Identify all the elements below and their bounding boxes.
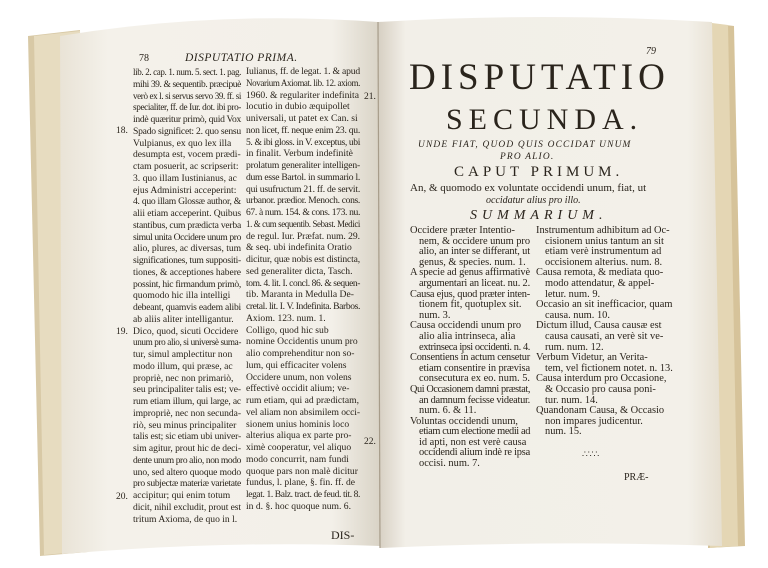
text-line: 1960. & regulariter indefinita <box>246 89 359 101</box>
text-line: etiam cum electione medii ad <box>418 426 530 438</box>
text-line: Occidere præter Intentio- <box>410 225 516 236</box>
text-line: non impares judicentur. <box>545 415 643 427</box>
text-line: non licet, ff. neque enim 23. qu. <box>246 124 360 136</box>
text-line: letur. num. 9. <box>545 288 601 300</box>
text-line: Quandonam Causa, & Occasio <box>536 405 665 417</box>
text-line: possint, hic firmandum primò, <box>133 278 241 290</box>
text-line: & seq. ubi indefinita Oratio <box>246 242 352 254</box>
text-line: Causa remota, & mediata quo- <box>536 267 664 279</box>
text-line: fundus, l. plane, §. fin. ff. de <box>246 477 356 489</box>
summary-right-column <box>536 226 673 438</box>
text-line: quoque pars non malè dicitur <box>246 465 358 477</box>
text-line: an damnum fecisse videatur. <box>419 394 530 406</box>
text-line: ab aliis aliter intelligantur. <box>133 313 234 325</box>
text-line: indè quæritur primò, quid Vox <box>133 114 241 125</box>
text-line: occisionem alterius. num. 8. <box>545 256 663 268</box>
text-line: vel aliam non absimilem occi- <box>246 406 360 418</box>
text-line: num. 15. <box>545 426 582 438</box>
text-line: 3. quo illam Iustinianus, ac <box>133 172 237 184</box>
text-line: tiones, & acceptiones habere <box>133 266 241 278</box>
text-line: cretal. lit. I. V. Indefinita. Barbos. <box>246 301 360 312</box>
text-line: pro subjectæ materiæ varietate <box>133 478 241 490</box>
text-line: significationes, tum suppositi- <box>133 255 241 266</box>
subtitle-line-1: UNDE FIAT, QUOD QUIS OCCIDAT UNUM <box>418 140 632 150</box>
text-line: rum etiam, qui ad prædictam, <box>246 395 359 406</box>
text-line: lib. 2. cap. 1. num. 5. sect. 1. pag. <box>133 67 241 78</box>
text-line: num. 3. <box>419 309 451 321</box>
text-line: quomodo hic illa intelligi <box>133 290 231 302</box>
text-line: A specie ad genus affirmativè <box>410 267 530 279</box>
text-line: sionem unius hominis loco <box>246 418 350 430</box>
text-line: lum, qui efficaciter volens <box>246 359 347 371</box>
text-line: cisionem unius tantum an sit <box>545 235 664 247</box>
text-line: Colligo, quod hic sub <box>246 324 329 336</box>
text-line: tur, simul amplectitur non <box>133 349 233 360</box>
margin-number: 19. <box>116 327 128 337</box>
text-line: modo illum, qui præse, ac <box>133 360 233 372</box>
summary-left-column <box>410 226 532 470</box>
text-line: Consentiens in actum censetur <box>410 352 530 364</box>
margin-number: 20. <box>116 492 128 502</box>
text-line: 4. quo illam Glossæ author, & <box>133 196 241 208</box>
text-line: simul unita Occidere unum pro <box>133 231 241 243</box>
text-line: alio, plures, ac diversas, tum <box>133 243 241 255</box>
text-line: legat. 1. Balz. tract. de feud. tit. 8. <box>246 489 360 500</box>
text-line: tem, vel fictionem notet. n. 13. <box>545 362 673 374</box>
text-line: consecutura ex eo. num. 5. <box>419 373 530 385</box>
text-line: Voluntas occidendi unum, <box>410 415 519 427</box>
text-line: universali, ut patet ex Can. si <box>246 113 358 124</box>
text-line: Instrumentum adhibitum ad Oc- <box>536 225 670 236</box>
text-line: tionem fit, quotuplex sit. <box>419 299 522 311</box>
text-line: & Occasio pro causa poni- <box>545 383 656 395</box>
text-line: dicitur, quæ nobis est distincta, <box>246 254 360 265</box>
text-line: nem, & occidere unum pro <box>419 235 530 247</box>
text-line: accipitur; qui enim totum <box>133 490 231 501</box>
ornament: ∴∵∴ <box>582 449 600 459</box>
text-line: Qui Occasionem damni præstat, <box>410 383 530 395</box>
right-page-number: 79 <box>646 46 656 57</box>
argument-line-1: An, & quomodo ex voluntate occidendi unum, fiat, ut <box>410 182 647 194</box>
text-line: qui usufructum 21. ff. de servit. <box>246 183 360 195</box>
text-line: tur. num. 14. <box>545 394 598 406</box>
text-line: ejus Administri acceperint: <box>133 184 237 196</box>
text-line: locutio in dubio æquipollet <box>246 101 350 113</box>
margin-number: 18. <box>116 126 128 136</box>
text-line: impropriè, nec non secunda- <box>133 407 241 419</box>
text-line: tib. Maranta in Medulla De- <box>246 289 354 301</box>
text-line: Vulpianus, ex quo lex illa <box>133 137 232 149</box>
text-line: modo attendatur, & appel- <box>545 277 655 289</box>
title-line-2: SECUNDA. <box>446 103 644 136</box>
text-line: Causa occidendi unum pro <box>410 320 522 332</box>
text-line: sim agitur, prout hic de deci- <box>133 443 241 454</box>
text-line: alii etiam acceperint. Quibus <box>133 208 241 219</box>
text-line: de regul. Iur. Præfat. num. 29. <box>246 230 360 242</box>
text-line: id apti, non est verè causa <box>419 436 527 448</box>
text-line: extrinseca ipsi occidenti. n. 4. <box>419 341 530 353</box>
text-line: dum esse Bartol. in summario l. <box>246 171 360 183</box>
text-line: Novarium Axiomat. lib. 12. axiom. <box>246 77 360 89</box>
text-line: Causa interdum pro Occasione, <box>536 373 667 385</box>
text-line: tom. 4. lit. I. concl. 86. & sequen- <box>246 277 360 289</box>
text-line: debeant, quamvis eadem alibi <box>133 302 241 313</box>
summary-heading: SUMMARIUM. <box>470 208 608 223</box>
text-line: argumentari an liceat. nu. 2. <box>419 277 530 289</box>
margin-number: 21. <box>364 92 376 102</box>
text-line: prolatum generaliter intelligen- <box>246 160 360 171</box>
text-line: propriè, nec non primariò, <box>133 372 234 384</box>
text-line: sed generaliter dicta, Tasch. <box>246 265 353 277</box>
text-line: mihi 39. & sequentib. præcipuè <box>133 78 241 90</box>
text-line: desumpta est, vocem prædi- <box>133 149 241 161</box>
title-line-1: DISPUTATIO <box>409 57 670 98</box>
text-line: Spado significet: 2. quo sensu <box>133 125 241 137</box>
text-line: Dictum illud, Causa causæ est <box>536 320 662 332</box>
text-line: in finalit. Verbum indefinitè <box>246 148 353 160</box>
text-line: seu principaliter talis est; ve- <box>133 384 241 396</box>
text-line: etiam verè instrumentum ad <box>545 246 662 258</box>
text-line: specialiter, ff. de Iur. dot. ibi pro- <box>133 102 241 114</box>
text-line: alio, an inter se differant, ut <box>419 246 530 258</box>
text-line: Iulianus, ff. de legat. 1. & apud <box>246 66 360 77</box>
right-catchword: PRÆ- <box>624 472 649 483</box>
left-catchword: DIS- <box>331 528 355 542</box>
text-line: etiam consentire in prævisa <box>419 362 530 374</box>
text-line: occidendi alium indè re ipsa <box>419 447 530 459</box>
text-line: in d. §. hoc quoque num. 6. <box>246 500 351 512</box>
text-line: ximè cooperatur, vel aliquo <box>246 442 352 453</box>
text-line: uno, sed altero quoque modo <box>133 466 241 478</box>
text-line: num. 6. & 11. <box>419 405 477 417</box>
text-line: verò ex l. si servus servo 39. ff. si <box>133 90 241 102</box>
text-line: nomine Occidentis unum pro <box>246 336 358 348</box>
text-line: genus, & species. num. 1. <box>419 256 526 268</box>
argument-line-2: occidatur alius pro illo. <box>486 195 581 206</box>
text-line: causa. num. 10. <box>545 309 610 321</box>
text-line: dicit, nihil excludit, prout est <box>133 501 241 513</box>
text-line: alio alia intrinseca, alia <box>419 330 516 342</box>
text-line: stantibus, cum prædicta verba <box>133 219 241 231</box>
text-line: 67. à num. 154. & cons. 173. nu. <box>246 207 360 218</box>
text-line: tritum Axioma, de quo in l. <box>133 513 238 525</box>
margin-number: 22. <box>364 437 376 447</box>
text-line: Verbum Videtur, an Verita- <box>536 352 648 364</box>
text-line: alterius aliqua ex parte pro- <box>246 430 352 442</box>
text-line: Axiom. 123. num. 1. <box>246 312 326 324</box>
left-page-column-2 <box>246 66 369 513</box>
text-line: Occidere unum, non volens <box>246 371 352 383</box>
text-line: Occasio an sit inefficacior, quam <box>536 299 673 311</box>
text-line: modo concurrit, nam fundi <box>246 453 349 465</box>
text-line: rum. num. 12. <box>545 341 604 353</box>
text-line: rum etiam illum, qui large, ac <box>133 396 241 407</box>
left-page-column-1 <box>133 67 247 525</box>
text-line: 5. & ibi gloss. in V. exceptus, ubi <box>246 136 360 148</box>
text-line: Dico, quod, sicuti Occidere <box>133 325 239 337</box>
text-line: effectivè occidit alium; ve- <box>246 383 350 395</box>
left-page-number: 78 <box>139 53 149 64</box>
text-line: occisi. num. 7. <box>419 458 480 470</box>
text-line: urbanor. prædior. Menoch. cons. <box>246 195 360 207</box>
chapter-heading: CAPUT PRIMUM. <box>454 164 624 180</box>
text-line: Causa ejus, quod præter inten- <box>410 288 530 300</box>
left-running-head: DISPUTATIO PRIMA. <box>185 52 298 64</box>
text-line: dente unum pro alio, non modo <box>133 454 241 466</box>
text-line: talis est; sic etiam ubi univer- <box>133 431 241 443</box>
text-line: ctam posuerit, ac scripserit: <box>133 161 239 172</box>
text-line: unum pro alio, si universè suma- <box>133 337 241 349</box>
subtitle-line-2: PRO ALIO. <box>500 152 555 162</box>
text-line: riò, seu minus principaliter <box>133 419 237 431</box>
text-line: 1. & cum sequentib. Sebast. Medici <box>246 218 360 230</box>
text-line: causa causati, an verè sit ve- <box>545 330 664 342</box>
text-line: alio comprehenditur non so- <box>246 348 355 359</box>
